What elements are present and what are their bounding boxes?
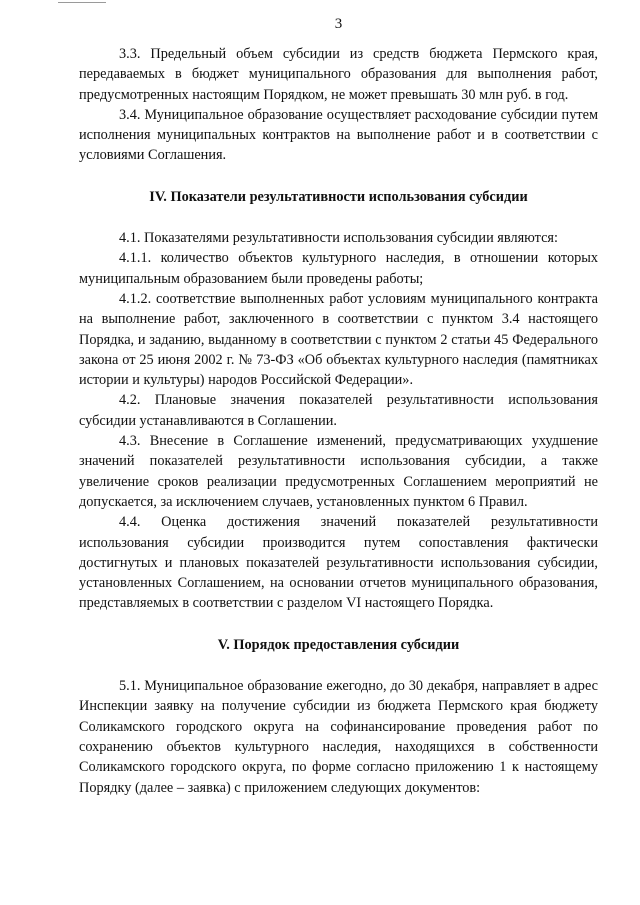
paragraph-4-2: 4.2. Плановые значения показателей результативности использования субсидии устанавливаются в Соглашении.	[79, 392, 598, 429]
paragraph-5-1: 5.1. Муниципальное образование ежегодно, до 30 декабря, направляет в адрес Инспекции заявку на получение субсидии из бюджета Пермского края бюджету Соликамского городского округа на софинансирование проведения работ по сохранению объектов культурного наследия, находящихся в собственности Соликамского городского округа, по форме согласно приложению 1 к настоящему Порядку (далее – заявка) с приложением следующих документов:	[79, 678, 598, 796]
paragraph-4-3: 4.3. Внесение в Соглашение изменений, предусматривающих ухудшение значений показателей результативности использования субсидии, а также увеличение сроков реализации предусмотренных Соглашением мероприятий не допускается, за исключением случаев, установленных пунктом 6 Правил.	[79, 433, 598, 510]
section-4-heading: IV. Показатели результативности использования субсидии	[149, 188, 528, 205]
paragraph-4-1-2: 4.1.2. соответствие выполненных работ условиям муниципального контракта на выполнение работ, заключенного в соответствии с пунктом 3.4 настоящего Порядка, и заданию, выданному в соответствии с пунктом 2 статьи 45 Федерального закона от 25 июня 2002 г. № 73-ФЗ «Об объектах культурного наследия (памятниках истории и культуры) народов Российской Федерации».	[79, 290, 598, 389]
document-page	[79, 14, 598, 798]
section-5-heading: V. Порядок предоставления субсидии	[217, 636, 460, 653]
paragraph-3-3: 3.3. Предельный объем субсидии из средств бюджета Пермского края, передаваемых в бюджет муниципального образования для выполнения работ, предусмотренных настоящим Порядком, не может превышать 30 млн руб. в год.	[79, 46, 598, 103]
paragraph-3-4: 3.4. Муниципальное образование осуществляет расходование субсидии путем исполнения муниципальных контрактов на выполнение работ и в соответствии с условиями Соглашения.	[79, 106, 598, 164]
page-number: 3	[334, 16, 343, 32]
paragraph-4-1-1: 4.1.1. количество объектов культурного наследия, в отношении которых муниципальным образованием были проведены работы;	[79, 250, 598, 287]
paragraph-4-1: 4.1. Показателями результативности использования субсидии являются:	[119, 230, 558, 247]
top-edge-line	[58, 2, 106, 3]
paragraph-4-4: 4.4. Оценка достижения значений показателей результативности использования субсидии производится путем сопоставления фактически достигнутых и плановых показателей результативности использования субсидии, установленных Соглашением, на основании отчетов муниципального образования, представляемых в соответствии с разделом VI настоящего Порядка.	[79, 514, 598, 612]
